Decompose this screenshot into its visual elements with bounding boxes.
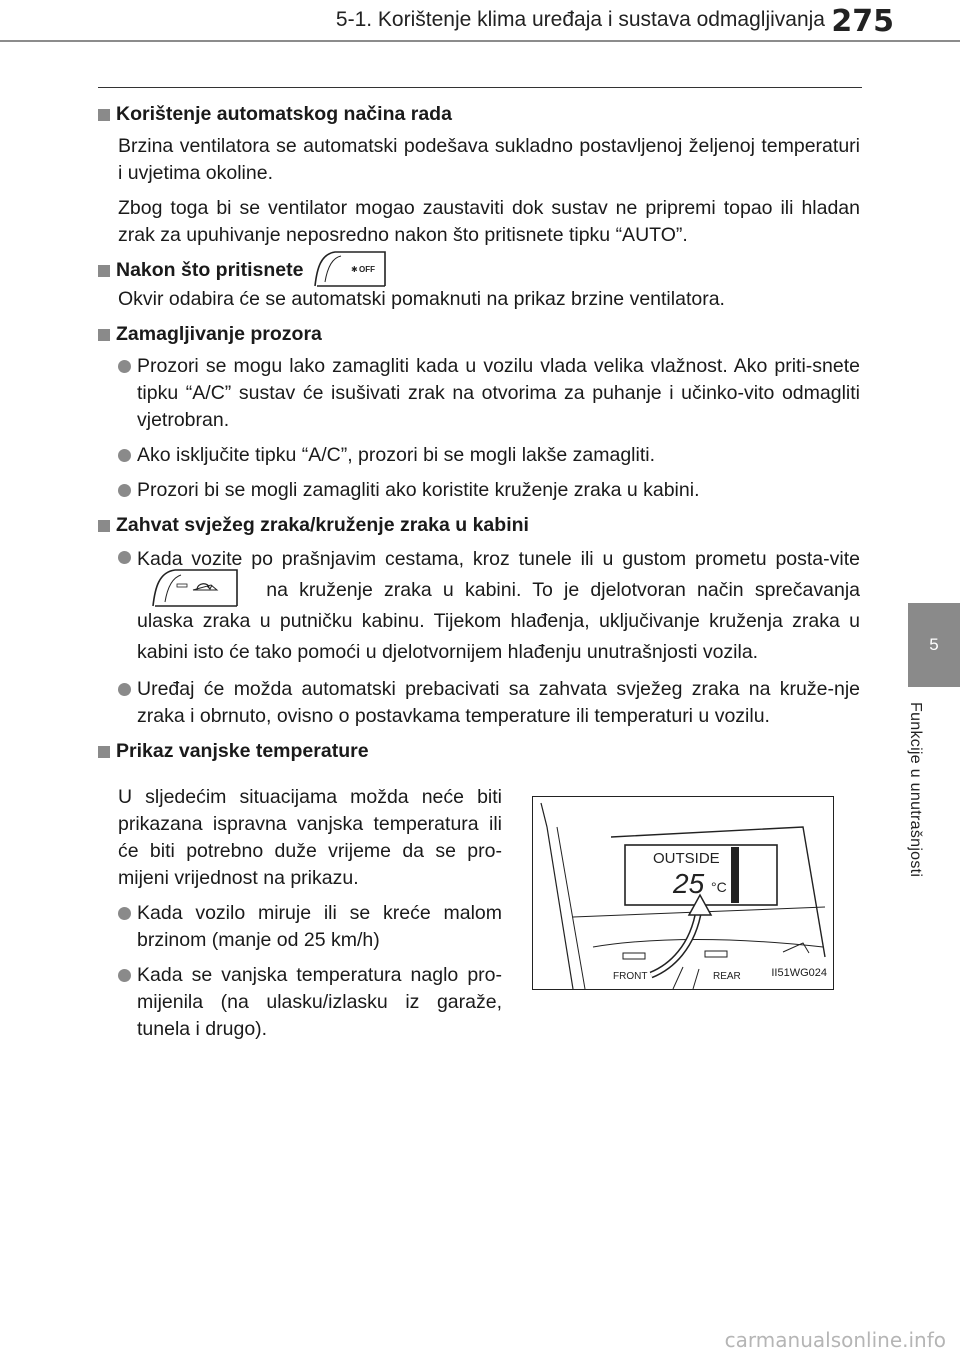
figure-code: II51WG024 <box>769 960 829 987</box>
list-item: Kada vozite po prašnjavim cestama, kroz tunele ili u gustom prometu posta-vite na kruženje zraka u kabini. To je djelotvoran način sprečavanja ulaska zraka u putničku kabinu. Tijekom hlađenja, uključivanje kruženja zraka u kabini isto će tako pomoći u djelotvornijem hlađenju unutrašnjosti vozila. <box>118 544 860 668</box>
display-temperature: 25 <box>673 868 705 899</box>
svg-text:OFF: OFF <box>359 264 376 274</box>
running-header-title: 5-1. Korištenje klima uređaja i sustava odmagljivanja <box>335 8 825 31</box>
round-bullet-icon <box>118 683 131 696</box>
square-bullet-icon <box>98 520 110 532</box>
front-label: FRONT <box>613 971 648 982</box>
round-bullet-icon <box>118 484 131 497</box>
svg-text:✱: ✱ <box>351 264 359 274</box>
rear-label: REAR <box>713 971 741 982</box>
paragraph: Okvir odabira će se automatski pomaknuti na prikaz brzine ventilatora. <box>118 288 725 310</box>
section-heading: Zamagljivanje prozora <box>98 321 860 348</box>
outside-temp-block <box>98 770 860 1051</box>
square-bullet-icon <box>98 746 110 758</box>
header-rule <box>0 40 960 42</box>
list-item: Prozori bi se mogli zamagliti ako koristite kruženje zraka u kabini. <box>118 477 860 504</box>
round-bullet-icon <box>118 449 131 462</box>
recirculation-button-icon <box>149 566 241 610</box>
outside-temperature-illustration <box>532 796 834 990</box>
round-bullet-icon <box>118 360 131 373</box>
display-label: OUTSIDE <box>653 850 720 867</box>
round-bullet-icon <box>118 907 131 920</box>
section-heading: Nakon što pritisnete ✱ OFF <box>98 257 860 284</box>
square-bullet-icon <box>98 265 110 277</box>
section-heading: Korištenje automatskog načina rada <box>98 101 860 128</box>
section-heading: Zahvat svježeg zraka/kruženje zraka u kabini <box>98 512 860 539</box>
fan-off-button-icon <box>311 248 389 290</box>
page-content <box>98 94 860 1051</box>
outside-temp-text <box>98 770 502 1051</box>
list-item: Kada se vanjska temperatura naglo pro-mijenila (na ulasku/izlasku iz garaže, tunela i drugo). <box>118 962 502 1043</box>
paragraph: U sljedećim situacijama možda neće biti prikazana ispravna vanjska temperatura ili će biti potrebno duže vrijeme da se pro-mijeni vrijednost na prikazu. <box>118 786 502 889</box>
watermark: carmanualsonline.info <box>724 1328 946 1352</box>
content-top-rule <box>98 87 862 88</box>
paragraph: Brzina ventilatora se automatski podešava sukladno postavljenoj željenoj temperaturi i uvjetima okoline. <box>118 135 860 184</box>
page-number: 275 <box>831 4 894 39</box>
display-unit: °C <box>711 879 727 895</box>
chapter-tab[interactable] <box>908 603 960 687</box>
list-item: Kada vozilo miruje ili se kreće malom brzinom (manje od 25 km/h) <box>118 900 502 954</box>
square-bullet-icon <box>98 329 110 341</box>
chapter-caption: Funkcije u unutrašnjosti <box>907 702 924 878</box>
chapter-number: 5 <box>929 635 939 654</box>
paragraph: Zbog toga bi se ventilator mogao zaustaviti dok sustav ne pripremi topao ili hladan zrak za upuhivanje neposredno nakon što pritisnete tipku “AUTO”. <box>118 197 860 246</box>
list-item: Ako isključite tipku “A/C”, prozori bi se mogli lakše zamagliti. <box>118 442 860 469</box>
round-bullet-icon <box>118 969 131 982</box>
section-heading: Prikaz vanjske temperature <box>98 738 860 765</box>
round-bullet-icon <box>118 551 131 564</box>
square-bullet-icon <box>98 109 110 121</box>
list-item: Prozori se mogu lako zamagliti kada u vozilu vlada velika vlažnost. Ako priti-snete tipku “A/C” sustav će isušivati zrak na otvorima za puhanje i učinko-vito odmagliti vjetrobran. <box>118 353 860 434</box>
list-item: Uređaj će možda automatski prebacivati sa zahvata svježeg zraka na kruže-nje zraka i obrnuto, ovisno o postavkama temperature ili temperaturi u vozilu. <box>118 676 860 730</box>
